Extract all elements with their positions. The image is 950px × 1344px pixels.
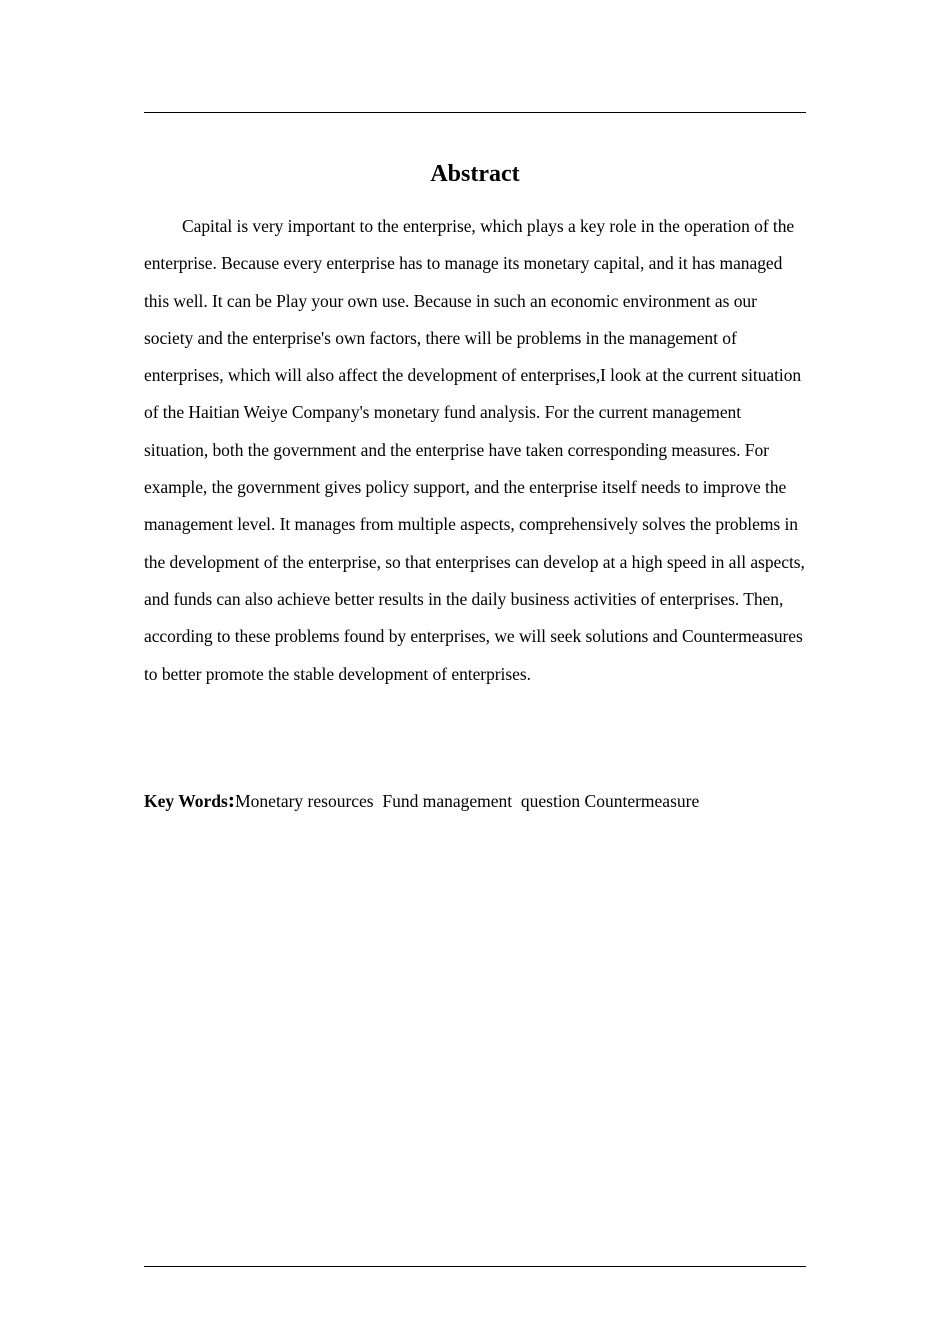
page-title: Abstract [430, 161, 520, 187]
keywords-line [144, 786, 806, 815]
header-rule [144, 112, 806, 113]
footer-rule [144, 1266, 806, 1267]
keywords-text: Monetary resources Fund management question Countermeasure [235, 791, 700, 811]
abstract-paragraph: Capital is very important to the enterprise, which plays a key role in the operation of the enterprise. Because every enterprise has to manage its monetary capital, and it has managed this well. It can be Play your own use. Because in such an economic environment as our society and the enterprise's own factors, there will be problems in the management of enterprises, which will also affect the development of enterprises,I look at the current situation of the Haitian Weiye Company's monetary fund analysis. For the current management situation, both the government and the enterprise have taken corresponding measures. For example, the government gives policy support, and the enterprise itself needs to improve the management level. It manages from multiple aspects, comprehensively solves the problems in the development of the enterprise, so that enterprises can develop at a high speed in all aspects, and funds can also achieve better results in the daily business activities of enterprises. Then, according to these problems found by enterprises, we will seek solutions and Countermeasures to better promote the stable development of enterprises. [144, 216, 805, 684]
keywords-label: Key Words [144, 791, 228, 811]
keywords-colon: : [227, 787, 236, 812]
